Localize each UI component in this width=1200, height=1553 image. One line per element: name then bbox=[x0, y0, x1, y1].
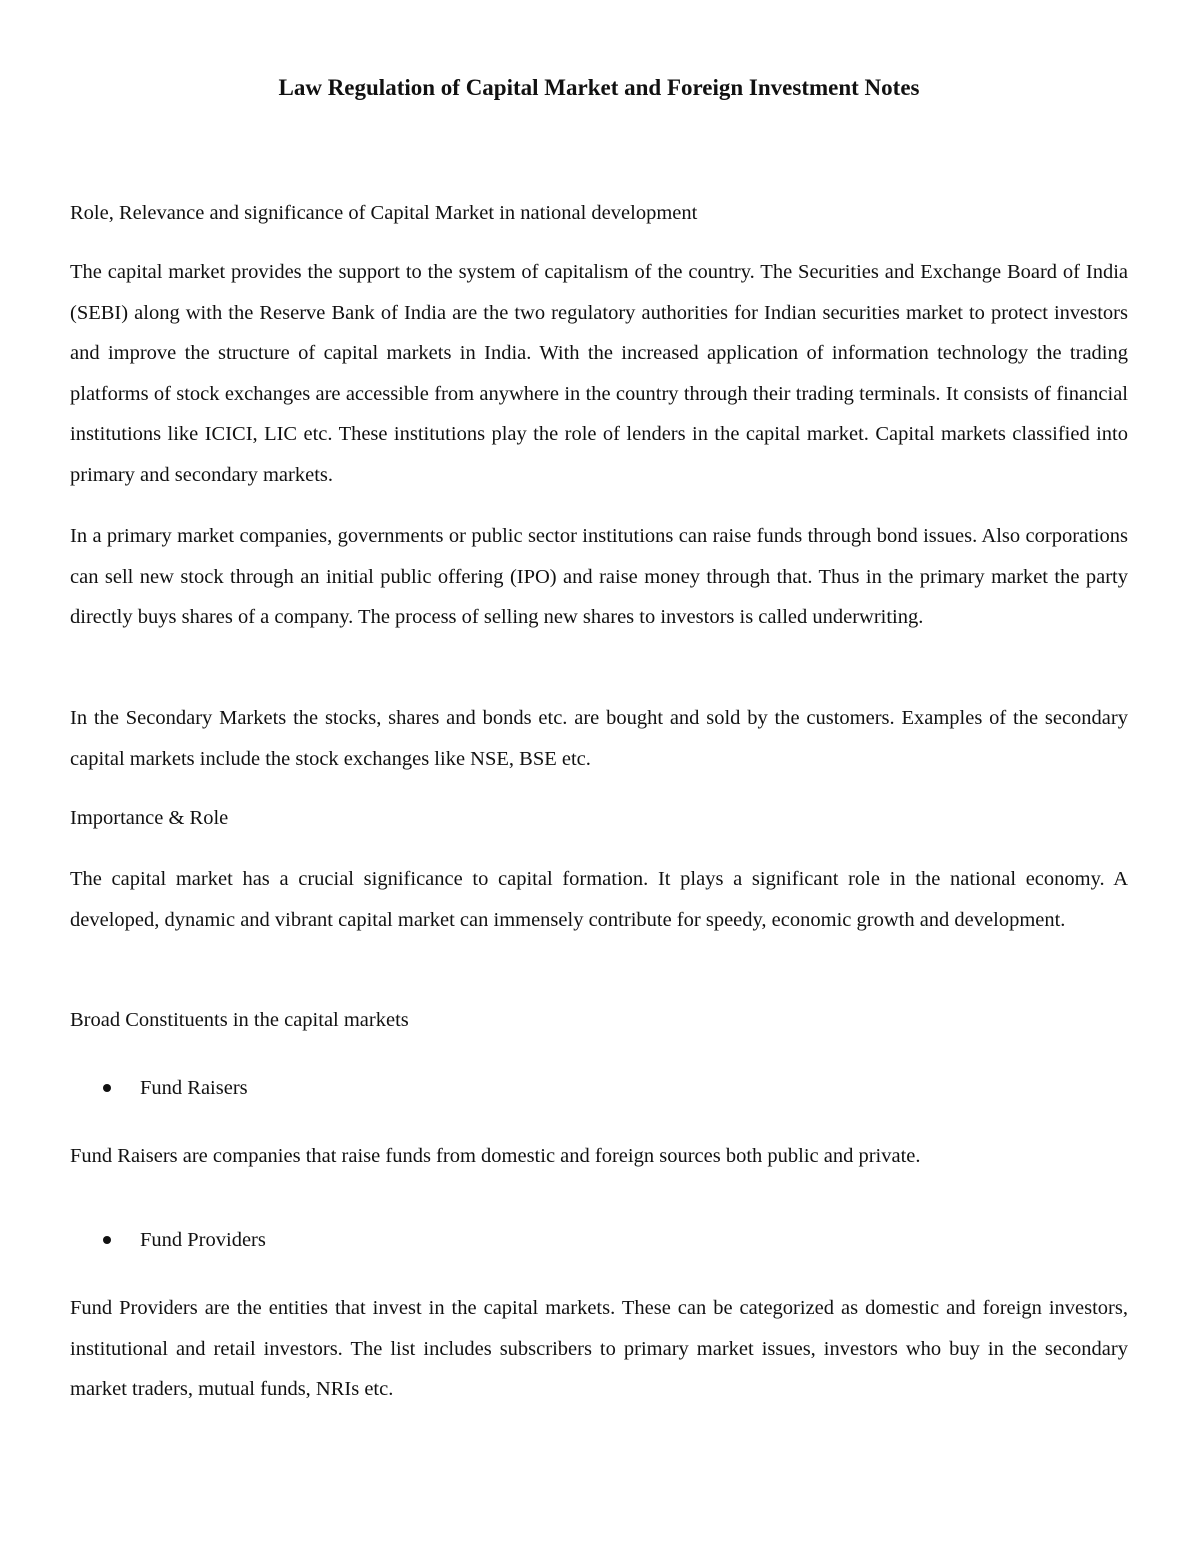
section-heading-role-relevance: Role, Relevance and significance of Capital Market in national development bbox=[70, 202, 698, 224]
section-heading-importance-role: Importance & Role bbox=[70, 807, 229, 829]
paragraph-fund-raisers: Fund Raisers are companies that raise funds from domestic and foreign sources both public and private. bbox=[70, 1145, 921, 1167]
bullet-item-fund-raisers bbox=[103, 1072, 248, 1104]
bullet-label: Fund Raisers bbox=[140, 1077, 248, 1099]
section-heading-broad-constituents: Broad Constituents in the capital markets bbox=[70, 1009, 409, 1031]
paragraph-secondary-market: In the Secondary Markets the stocks, shares and bonds etc. are bought and sold by the customers. Examples of the secondary capital markets include the stock exchanges like NSE, BSE etc. bbox=[70, 707, 1128, 770]
document-title: Law Regulation of Capital Market and Foreign Investment Notes bbox=[278, 75, 920, 100]
bullet-dot-icon bbox=[103, 1084, 111, 1092]
bullet-label: Fund Providers bbox=[140, 1229, 266, 1251]
paragraph-importance: The capital market has a crucial significance to capital formation. It plays a significant role in the national economy. A developed, dynamic and vibrant capital market can immensely contribute for speedy, economic growth and development. bbox=[70, 868, 1128, 931]
paragraph-capital-market-overview: The capital market provides the support to the system of capitalism of the country. The Securities and Exchange Board of India (SEBI) along with the Reserve Bank of India are the two regulatory authorities for Indian securities market to protect investors and improve the structure of capital markets in India. With the increased application of information technology the trading platforms of stock exchanges are accessible from anywhere in the country through their trading terminals. It consists of financial institutions like ICICI, LIC etc. These institutions play the role of lenders in the capital market. Capital markets classified into primary and secondary markets. bbox=[70, 261, 1128, 486]
paragraph-primary-market: In a primary market companies, governments or public sector institutions can raise funds through bond issues. Also corporations can sell new stock through an initial public offering (IPO) and raise money through that. Thus in the primary market the party directly buys shares of a company. The process of selling new shares to investors is called underwriting. bbox=[70, 525, 1128, 629]
document-page bbox=[70, 0, 1128, 1553]
paragraph-fund-providers: Fund Providers are the entities that invest in the capital markets. These can be categorized as domestic and foreign investors, institutional and retail investors. The list includes subscribers to primary market issues, investors who buy in the secondary market traders, mutual funds, NRIs etc. bbox=[70, 1297, 1128, 1401]
bullet-dot-icon bbox=[103, 1236, 111, 1244]
bullet-item-fund-providers bbox=[103, 1224, 266, 1256]
